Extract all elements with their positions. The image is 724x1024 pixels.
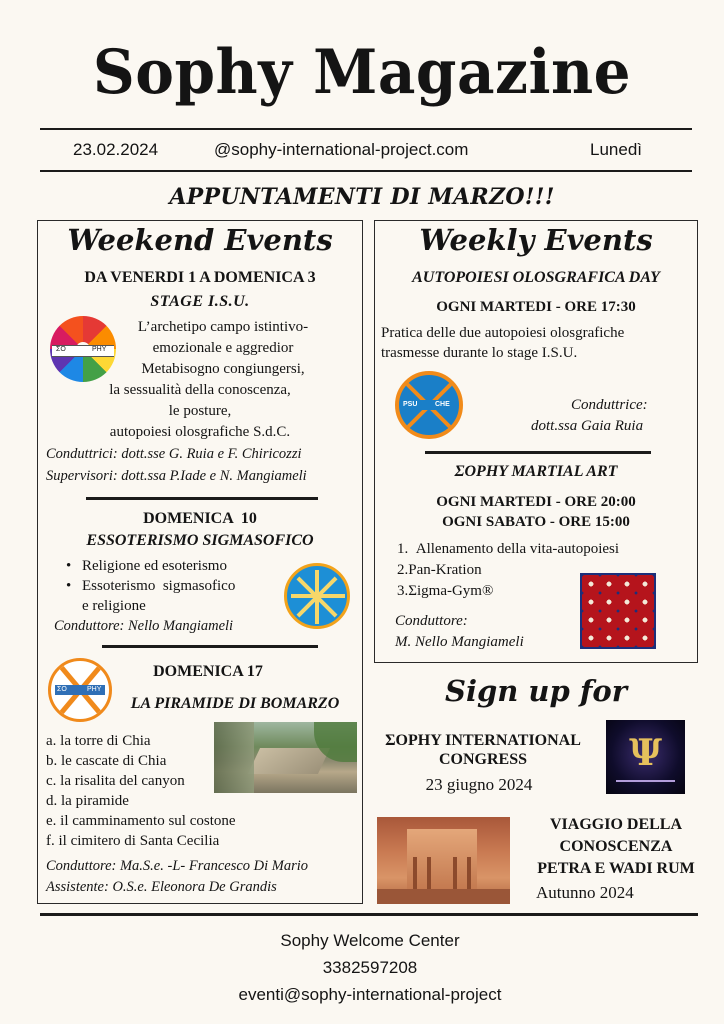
footer-email[interactable]: eventi@sophy-international-project — [238, 985, 502, 1004]
event1-line-6: autopoiesi olosgrafiche S.d.C. — [109, 424, 291, 440]
congress-title-line-2: CONGRESS — [438, 751, 528, 768]
weekly-event2-item-2: 2.Pan-Kration — [397, 562, 482, 578]
event3-date: DOMENICA 17 — [153, 663, 263, 680]
event3-itinerary — [46, 731, 236, 851]
x-emblem-label-left: ΣO — [57, 686, 67, 693]
itinerary-item-e: e. il camminamento sul costone — [46, 813, 236, 829]
event2-topic-2-cont: e religione — [82, 598, 146, 614]
footer-rule — [40, 913, 698, 916]
event3-name: LA PIRAMIDE DI BOMARZO — [130, 695, 340, 712]
weekly-event1-desc-1: Pratica delle due autopoiesi olosgrafiche — [381, 325, 625, 341]
itinerary-item-f: f. il cimitero di Santa Cecilia — [46, 833, 220, 849]
weekend-divider-2 — [102, 645, 318, 648]
esoteric-cross-emblem — [284, 563, 350, 629]
wheel-label-left: ΣO — [56, 346, 66, 353]
event1-supervisors: Supervisori: dott.ssa P.Iade e N. Mangiameli — [46, 468, 307, 484]
trip-title — [508, 814, 724, 880]
event2-name: ESSOTERISMO SIGMASOFICO — [86, 532, 314, 549]
weekend-events-box — [37, 220, 363, 904]
issue-date: 23.02.2024 — [73, 140, 159, 159]
headline: APPUNTAMENTI DI MARZO!!! — [169, 184, 555, 210]
psuche-label-left: PSU — [403, 401, 418, 408]
wheel-label-right: PHY — [92, 346, 107, 353]
weekly-events-box — [374, 220, 698, 663]
weekly-event1-conductor-label: Conduttrice: — [571, 397, 648, 413]
psuche-label-right: CHE — [435, 401, 450, 408]
event1-description-2 — [38, 380, 362, 443]
petra-photo — [377, 817, 510, 904]
weekend-title: Weekend Events — [67, 223, 333, 257]
event2-topics — [62, 556, 282, 616]
weekly-event1-schedule: OGNI MARTEDI - ORE 17:30 — [436, 299, 636, 315]
event2-topic-2: • Essoterismo sigmasofico — [62, 576, 282, 596]
event1-dates: DA VENERDI 1 A DOMENICA 3 — [84, 269, 316, 286]
congress-title — [374, 731, 592, 769]
event3-conductor: Conduttore: Ma.S.e. -L- Francesco Di Mario — [46, 858, 309, 874]
weekly-event2-conductor-name: M. Nello Mangiameli — [395, 634, 524, 650]
magazine-title: Sophy Magazine — [92, 36, 632, 108]
event2-topic-1: • Religione ed esoterismo — [62, 556, 282, 576]
weekly-divider — [425, 451, 651, 454]
weekly-event1-name: AUTOPOIESI OLOSGRAFICA DAY — [412, 269, 660, 286]
congress-date: 23 giugno 2024 — [425, 775, 533, 794]
event1-line-3: Metabisogno congiungersi, — [141, 361, 305, 377]
trip-title-line-2: CONOSCENZA — [559, 838, 673, 855]
weekly-event2-item-1: 1. Allenamento della vita-autopoiesi — [397, 541, 620, 557]
weekday: Lunedì — [590, 140, 642, 159]
weekly-event2-conductor-label: Conduttore: — [395, 613, 468, 629]
weekly-event1-desc-2: trasmesse durante lo stage I.S.U. — [381, 345, 578, 361]
weekend-divider-1 — [86, 497, 318, 500]
weekly-event1-conductor-name: dott.ssa Gaia Ruia — [531, 418, 644, 434]
signup-title: Sign up for — [445, 674, 627, 708]
psuche-emblem — [395, 371, 463, 439]
footer-center-name: Sophy Welcome Center — [280, 931, 460, 950]
weekly-title: Weekly Events — [419, 223, 653, 257]
footer-phone[interactable]: 3382597208 — [322, 958, 418, 977]
event2-conductor: Conduttore: Nello Mangiameli — [54, 618, 234, 634]
event1-line-5: le posture, — [168, 403, 232, 419]
event1-name: STAGE I.S.U. — [150, 293, 250, 310]
event1-line-4: la sessualità della conoscenza, — [109, 382, 291, 398]
website-link[interactable]: @sophy-international-project.com — [214, 140, 469, 159]
x-emblem-label-right: PHY — [87, 686, 102, 693]
congress-logo-glyph: Ψ — [629, 732, 662, 774]
weekly-event2-item-3: 3.Σigma-Gym® — [397, 583, 494, 599]
trip-title-line-1: VIAGGIO DELLA — [549, 816, 683, 833]
martial-art-pattern-image — [580, 573, 656, 649]
event1-line-1: L’archetipo campo istintivo- — [137, 319, 309, 335]
event1-line-2: emozionale e aggredior — [152, 340, 294, 356]
footer-contact — [0, 927, 724, 1008]
trip-date: Autunno 2024 — [536, 883, 634, 902]
event1-description — [98, 317, 348, 380]
weekly-event2-schedule-1: OGNI MARTEDI - ORE 20:00 — [436, 494, 636, 510]
event3-assistant: Assistente: O.S.e. Eleonora De Grandis — [46, 879, 277, 895]
event2-date: DOMENICA 10 — [143, 510, 257, 527]
congress-logo-image — [606, 720, 685, 794]
itinerary-item-a: a. la torre di Chia — [46, 733, 151, 749]
weekly-event2-name: ΣOPHY MARTIAL ART — [454, 463, 618, 480]
trip-title-line-3: PETRA E WADI RUM — [537, 860, 695, 877]
header-rule-bottom — [40, 170, 692, 172]
weekly-event1-description — [381, 323, 624, 363]
itinerary-item-c: c. la risalita del canyon — [46, 773, 185, 789]
itinerary-item-b: b. le cascate di Chia — [46, 753, 167, 769]
congress-title-line-1: ΣOPHY INTERNATIONAL — [385, 732, 581, 749]
event1-conductors: Conduttrici: dott.sse G. Ruia e F. Chiricozzi — [46, 446, 302, 462]
weekly-event2-schedule-2: OGNI SABATO - ORE 15:00 — [442, 514, 630, 530]
itinerary-item-d: d. la piramide — [46, 793, 129, 809]
header-rule-top — [40, 128, 692, 130]
